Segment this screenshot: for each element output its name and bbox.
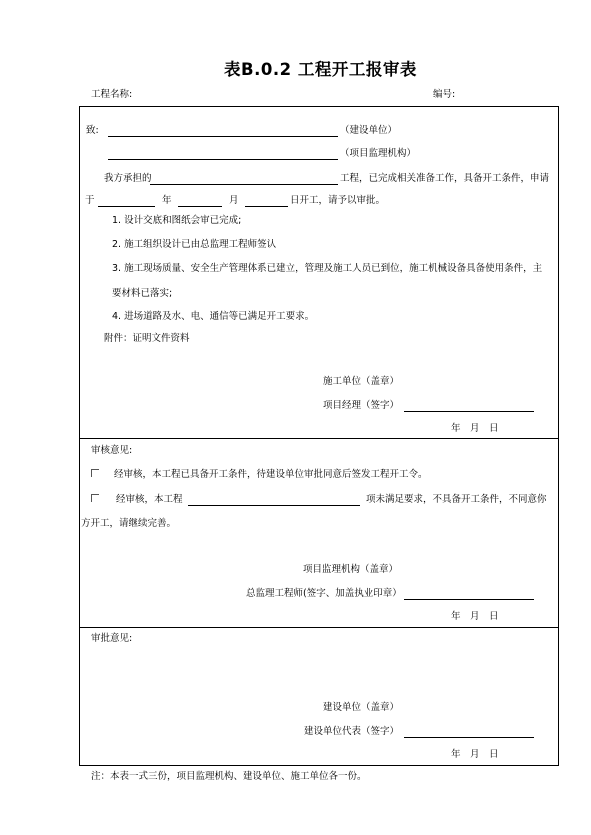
option-reject-continuation: 方开工，请继续完善。: [81, 518, 177, 529]
supervision-org-blank[interactable]: [108, 159, 338, 160]
footer-note: 注：本表一式三份，项目监理机构、建设单位、施工单位各一份。: [91, 771, 367, 782]
option-reject-checkbox[interactable]: [91, 494, 99, 502]
project-manager-label: 项目经理（签字）: [323, 400, 400, 411]
date-line: 年 月 日: [451, 423, 499, 434]
list-item: 3. 施工现场质量、安全生产管理体系已建立，管理及施工人员已到位，施工机械设备具备使用条件，主: [112, 263, 543, 274]
page-title: 表B.0.2 工程开工报审表: [224, 60, 417, 79]
day-blank[interactable]: [245, 206, 288, 207]
supervision-seal-label: 项目监理机构（盖章）: [303, 564, 399, 575]
date-line: 年 月 日: [451, 611, 499, 622]
section-divider-2: [79, 627, 559, 628]
contractor-seal-label: 施工单位（盖章）: [323, 376, 400, 387]
list-item: 2. 施工组织设计已由总监理工程师签认: [112, 239, 277, 250]
year-label: 年: [162, 195, 172, 206]
month-label: 月: [229, 195, 239, 206]
owner-representative-label: 建设单位代表（签字）: [304, 726, 400, 737]
undertake-suffix: 工程，已完成相关准备工作，具备开工条件，申请: [340, 173, 550, 184]
month-blank[interactable]: [178, 206, 222, 207]
owner-representative-signature-blank[interactable]: [404, 737, 534, 738]
year-blank[interactable]: [98, 206, 155, 207]
project-name-label: 工程名称:: [91, 89, 133, 100]
date-prefix: 于: [85, 195, 95, 206]
attachment-label: 附件：证明文件资料: [104, 333, 190, 344]
project-name-blank[interactable]: [150, 184, 338, 185]
list-item: 要材料已落实;: [112, 288, 173, 299]
construction-unit-label: （建设单位）: [340, 125, 398, 136]
option-approve-text: 经审核，本工程已具备开工条件，待建设单位审批同意后签发工程开工令。: [114, 469, 428, 480]
project-manager-signature-blank[interactable]: [404, 411, 534, 412]
option-reject-suffix: 项未满足要求，不具备开工条件，不同意你: [366, 494, 547, 505]
chief-engineer-label: 总监理工程师(签字、加盖执业印章）: [246, 588, 402, 599]
owner-seal-label: 建设单位（盖章）: [323, 702, 400, 713]
chief-engineer-signature-blank[interactable]: [404, 599, 534, 600]
list-item: 4. 进场道路及水、电、通信等已满足开工要求。: [112, 311, 315, 322]
list-item: 1. 设计交底和图纸会审已完成;: [112, 215, 242, 226]
option-reject-prefix: 经审核，本工程: [116, 494, 183, 505]
construction-unit-blank[interactable]: [108, 136, 338, 137]
option-approve-checkbox[interactable]: [91, 469, 99, 477]
review-heading: 审核意见:: [91, 445, 133, 456]
supervision-org-label: （项目监理机构）: [340, 148, 417, 159]
approval-heading: 审批意见:: [91, 633, 133, 644]
to-label: 致:: [86, 125, 99, 136]
section-divider-1: [79, 438, 559, 439]
date-line: 年 月 日: [451, 749, 499, 760]
day-suffix: 日开工，请予以审批。: [290, 195, 386, 206]
unmet-items-blank[interactable]: [188, 505, 360, 506]
number-label: 编号:: [433, 89, 456, 100]
undertake-prefix: 我方承担的: [104, 173, 152, 184]
